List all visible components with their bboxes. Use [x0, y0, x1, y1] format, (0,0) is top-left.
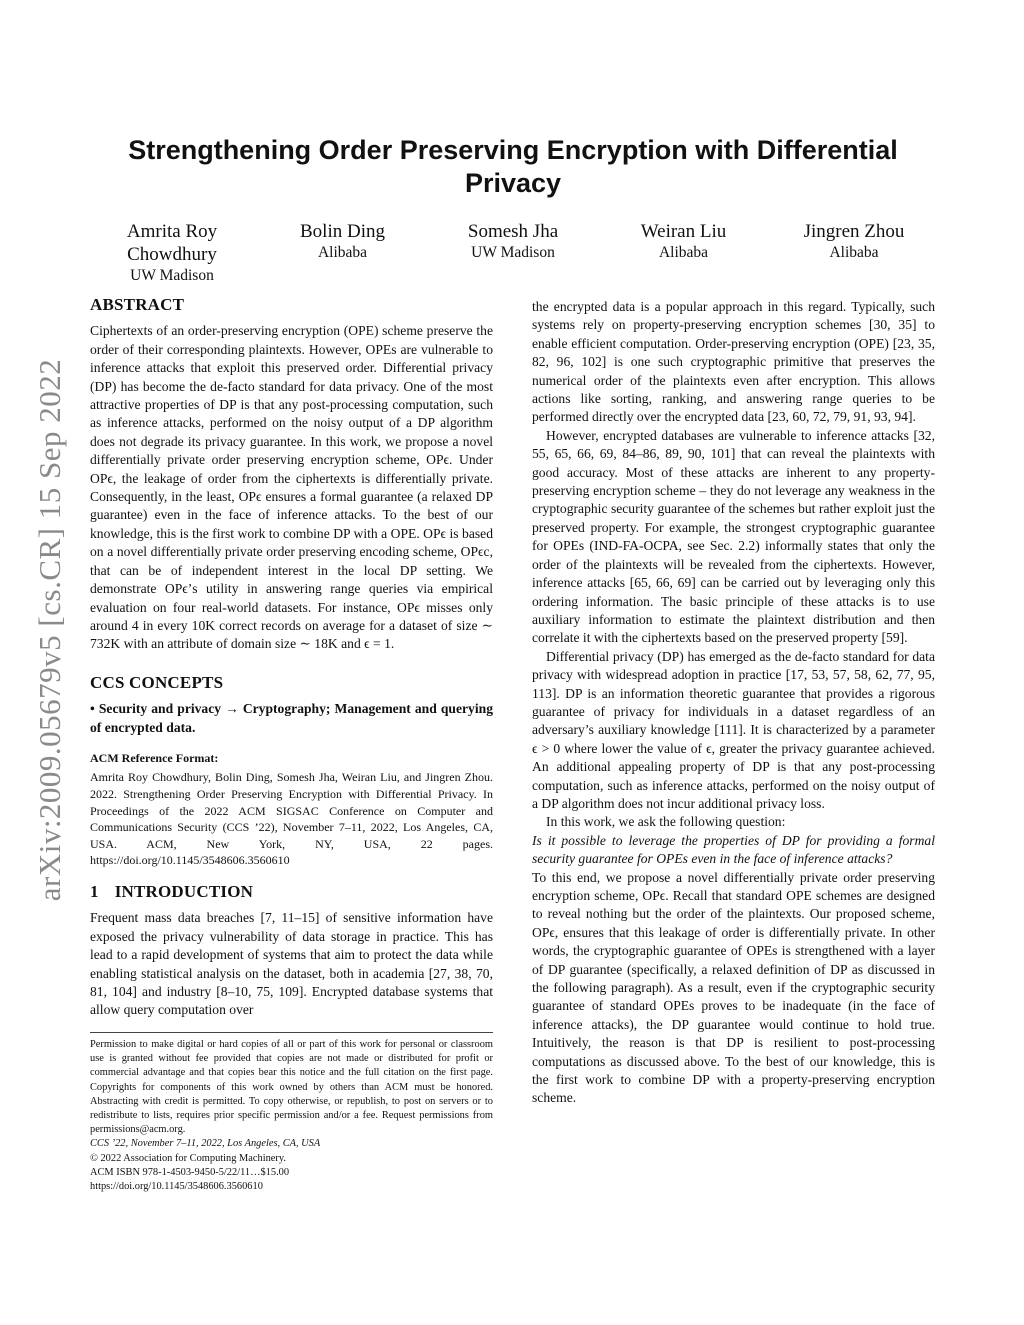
left-column: [90, 296, 493, 1020]
author-affiliation: UW Madison: [130, 267, 214, 284]
author: [772, 220, 936, 286]
section-title: INTRODUCTION: [114, 881, 254, 901]
isbn-line: ACM ISBN 978-1-4503-9450-5/22/11…$15.00: [90, 1166, 290, 1178]
intro-heading: [90, 883, 493, 901]
permission-text: Permission to make digital or hard copies of all or part of this work for personal or classroom use is granted without fee provided that copies are not made or distributed for profit or commercial advantage and that copies bear this notice and the full citation on the first page. Copyrights for components of this work owned by others than ACM must be honored. Abstracting with credit is permitted. To copy otherwise, or republish, to post on servers or to redistribute to lists, requires prior specific permission and/or a fee. Request permissions from permissions@acm.org.: [90, 1039, 493, 1136]
paper-title: Strengthening Order Preserving Encryption with Differential Privacy: [128, 135, 898, 198]
author-name: Jingren Zhou: [803, 221, 905, 242]
author-affiliation: Alibaba: [317, 244, 368, 261]
intro-paragraph: However, encrypted databases are vulnerable to inference attacks [32, 55, 65, 66, 69, 84–86, 89, 90, 101] that can reveal the plaintexts with good accuracy. Most of these attacks are inherent to any property-preserving encryption scheme – they do not leverage any weakness in the cryptographic security guarantee of the schemes but rather exploit just the preserved property. For example, the strongest cryptographic guarantee for OPEs (IND-FA-OCPA, see Sec. 2.2) informally states that only the order of the plaintexts will be revealed from the ciphertexts. However, inference attacks [65, 66, 69] can be carried out by leveraging only this ordering information. The basic principle of these attacks is to use auxiliary information to estimate the plaintext distribution and then correlate it with the ciphertexts based on the preserved property [59].: [532, 427, 935, 646]
doi-link[interactable]: https://doi.org/10.1145/3548606.3560610: [90, 1181, 263, 1193]
ccs-concepts: • Security and privacy → Cryptography; Management and querying of encrypted data.: [90, 701, 493, 735]
author: [90, 220, 254, 286]
author-name: Somesh Jha: [467, 221, 559, 242]
abstract-heading: ABSTRACT: [90, 295, 185, 314]
author-affiliation: UW Madison: [471, 244, 555, 261]
author-name: Bolin Ding: [300, 221, 385, 242]
ccs-heading: CCS CONCEPTS: [90, 672, 224, 692]
author-affiliation: Alibaba: [829, 244, 879, 261]
intro-paragraph: To this end, we propose a novel differentially private order preserving encryption scheme, OPϵ. Recall that standard OPE schemes are designed to reveal nothing but the order of the plaintexts. Our proposed scheme, OPϵ, ensures that this leakage of order is differentially private. In other words, the cryptographic guarantee of OPEs is strengthened with a layer of DP guarantee (specifically, a relaxed definition of DP as discussed in the following paragraph). As a result, even if the cryptographic security guarantee of standard OPEs proves to be inadequate (in the face of inference attacks), the DP guarantee would continue to hold true. Intuitively, the reason is that DP is resilient to post-processing computations as discussed above. To the best of our knowledge, this is the first work to combine DP with a property-preserving encryption scheme.: [532, 869, 935, 1106]
research-question: Is it possible to leverage the properties of DP for providing a formal security guarantee for OPEs even in the face of inference attacks?: [532, 832, 935, 867]
right-column: [532, 298, 935, 1108]
author: [261, 220, 425, 286]
section-number: 1: [90, 881, 99, 901]
acm-ref-heading: ACM Reference Format:: [90, 750, 219, 765]
author-name: Weiran Liu: [640, 221, 727, 242]
author: [431, 220, 595, 286]
permission-footnote: [90, 1032, 493, 1194]
author: [602, 220, 766, 286]
author-list: [90, 220, 936, 286]
acm-ref-text: Amrita Roy Chowdhury, Bolin Ding, Somesh Jha, Weiran Liu, and Jingren Zhou. 2022. Strengthening Order Preserving Encryption with Differential Privacy. In Proceedings of the 2022 ACM SIGSAC Conference on Computer and Communications Security (CCS ’22), November 7–11, 2022, Los Angeles, CA, USA. ACM, New York, NY, USA, 22 pages. https://doi.org/10.1145/3548606.3560610: [90, 770, 493, 868]
author-affiliation: Alibaba: [658, 244, 709, 261]
venue-line: CCS ’22, November 7–11, 2022, Los Angeles, CA, USA: [90, 1138, 321, 1150]
intro-paragraph: the encrypted data is a popular approach in this regard. Typically, such systems rely on property-preserving encryption schemes [30, 35] to enable efficient computation. Order-preserving encryption (OPE) [23, 35, 82, 96, 102] is one such cryptographic primitive that preserves the numerical order of the plaintexts even after encryption. This allows actions like sorting, ranking, and answering range queries to be performed directly over the encrypted data [23, 60, 72, 79, 91, 93, 94].: [532, 299, 935, 425]
arxiv-stamp: [20, 300, 80, 960]
abstract-text: Ciphertexts of an order-preserving encryption (OPE) scheme preserve the order of their corresponding plaintexts. However, OPEs are vulnerable to inference attacks that exploit this preserved order. Differential privacy (DP) has become the de-facto standard for data privacy. One of the most attractive properties of DP is that any post-processing computation, such as inference attacks, performed on the noisy output of a DP algorithm does not degrade its privacy guarantee. In this work, we propose a novel differentially private order preserving encryption scheme, OPϵ. Under OPϵ, the leakage of order from the ciphertexts is differentially private. Consequently, in the least, OPϵ ensures a formal guarantee (a relaxed DP guarantee) even in the face of inference attacks. To the best of our knowledge, this is the first work to combine DP with a OPE. OPϵ is based on a novel differentially private order preserving encoding scheme, OPϵc, that can be of independent interest in the local DP setting. We demonstrate OPϵ’s utility in answering range queries via empirical evaluation on four real-world datasets. For instance, OPϵ misses only around 4 in every 10K correct records on average for a dataset of size ∼ 732K with an attribute of domain size ∼ 18K and ϵ = 1.: [90, 323, 493, 652]
intro-paragraph: In this work, we ask the following question:: [546, 814, 786, 830]
intro-paragraph: Frequent mass data breaches [7, 11–15] of sensitive information have exposed the privacy vulnerability of data storage in practice. This has lead to a rapid development of systems that aim to protect the data while enabling statistical analysis on the dataset, both in academia [27, 38, 70, 81, 104] and industry [8–10, 75, 109]. Encrypted database systems that allow query computation over: [90, 910, 493, 1018]
author-name: Amrita Roy Chowdhury: [126, 221, 218, 265]
arxiv-id: arXiv:2009.05679v5 [cs.CR] 15 Sep 2022: [32, 358, 67, 902]
copyright-line: © 2022 Association for Computing Machinery.: [90, 1152, 286, 1164]
intro-paragraph: Differential privacy (DP) has emerged as the de-facto standard for data privacy with widespread adoption in practice [17, 53, 57, 58, 62, 77, 95, 113]. DP is an information theoretic guarantee that provides a rigorous guarantee of privacy for individuals in a dataset regardless of an adversary’s auxiliary knowledge [111]. It is characterized by a parameter ϵ > 0 where lower the value of ϵ, greater the privacy guarantee achieved. An additional appealing property of DP is that any post-processing computation, such as inference attacks, performed on the noisy output of a DP algorithm does not incur additional privacy loss.: [532, 648, 935, 811]
